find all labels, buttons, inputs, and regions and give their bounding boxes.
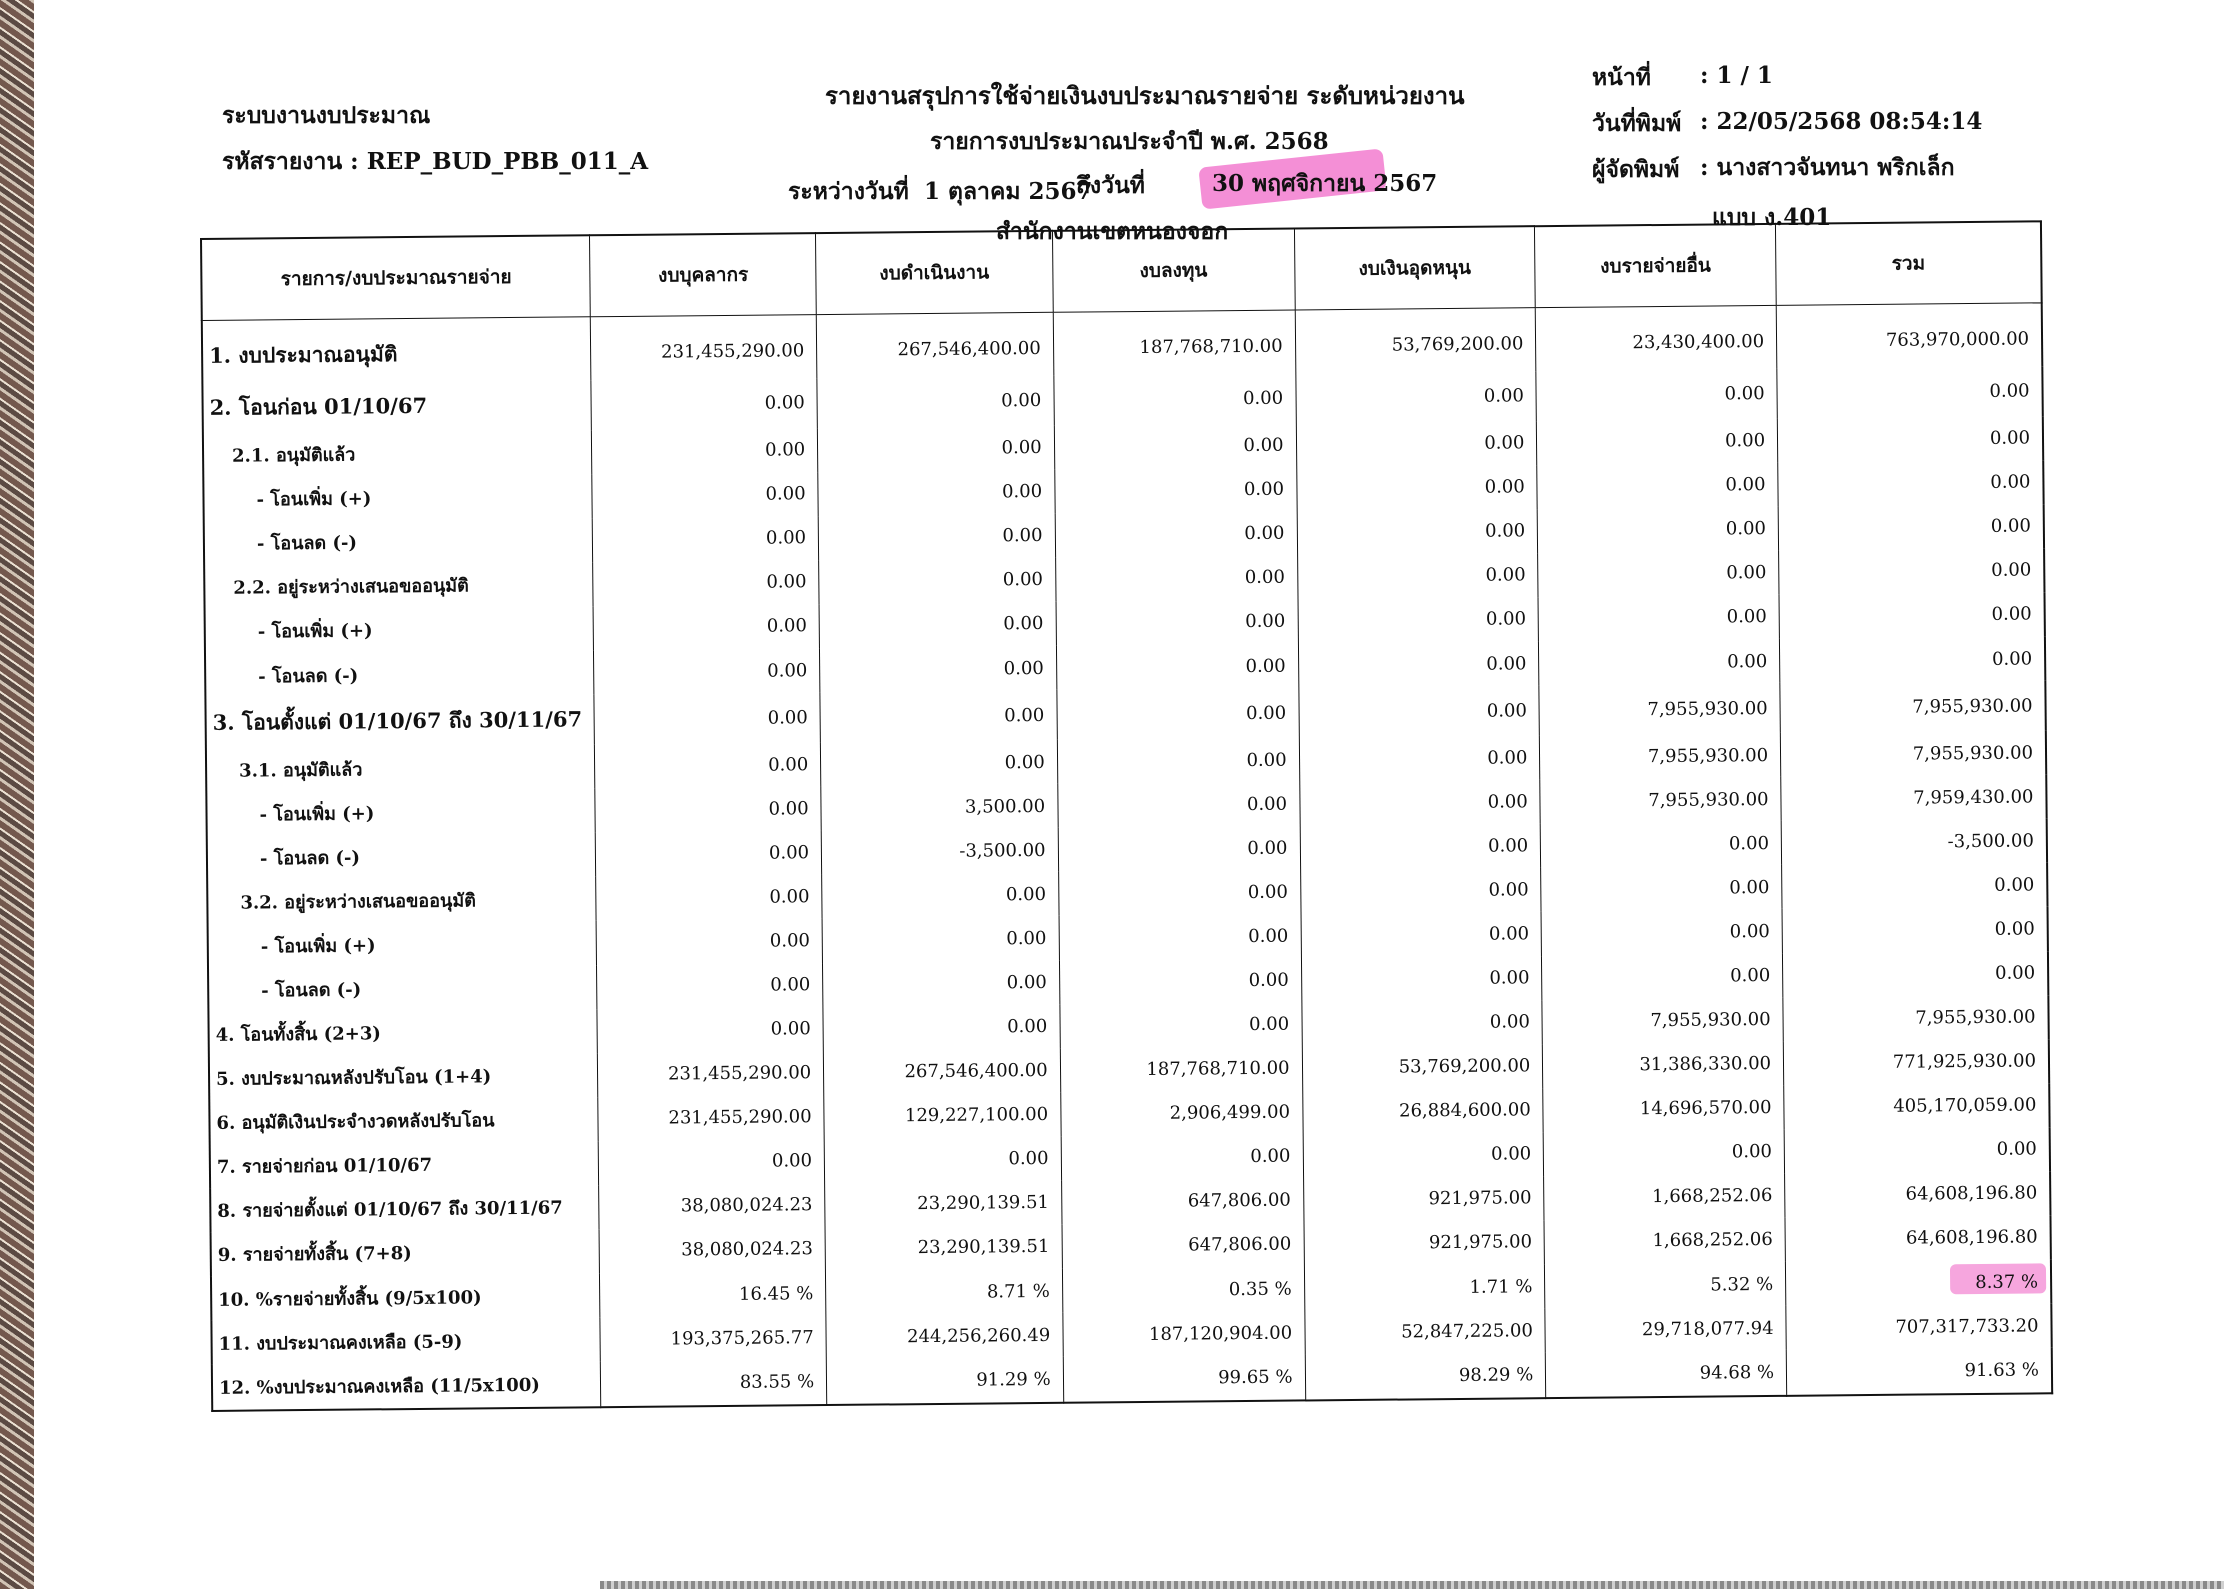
cell-value: 64,608,196.80 bbox=[1785, 1215, 2051, 1262]
cell-value: 91.63 % bbox=[1786, 1347, 2052, 1395]
cell-value: 921,975.00 bbox=[1303, 1176, 1544, 1222]
cell-value: 0.00 bbox=[1541, 909, 1782, 955]
cell-value: 187,768,710.00 bbox=[1053, 310, 1296, 375]
system-name: ระบบงานงบประมาณ bbox=[222, 102, 431, 129]
cell-value: 0.00 bbox=[1301, 956, 1542, 1002]
cell-value: 8.71 % bbox=[826, 1269, 1063, 1315]
cell-value: 0.00 bbox=[1538, 551, 1779, 597]
report-title: รายงานสรุปการใช้จ่ายเงินงบประมาณรายจ่าย ระดับหน่วยงาน bbox=[825, 81, 1465, 110]
cell-value bbox=[1785, 1259, 2051, 1306]
budget-summary-table bbox=[200, 220, 2053, 1412]
cell-value: 7,955,930.00 bbox=[1780, 731, 2046, 778]
row-label: 12. %งบประมาณคงเหลือ (11/5x100) bbox=[212, 1361, 601, 1411]
cell-value: 23,430,400.00 bbox=[1536, 305, 1777, 370]
cell-value: 0.00 bbox=[595, 742, 821, 788]
cell-value: 0.00 bbox=[1538, 595, 1779, 641]
row-label: 2.2. อยู่ระหว่างเสนอขออนุมัติ bbox=[204, 562, 593, 610]
cell-value: 0.00 bbox=[820, 690, 1057, 742]
budget-summary-table-wrapper bbox=[200, 220, 2053, 1412]
row-label: 3. โอนตั้งแต่ 01/10/67 ถึง 30/11/67 bbox=[205, 694, 594, 748]
cell-value: 0.35 % bbox=[1062, 1266, 1304, 1312]
cell-value: 231,455,290.00 bbox=[598, 1095, 824, 1141]
row-label: 6. อนุมัติเงินประจำงวดหลังปรับโอน bbox=[209, 1097, 598, 1145]
cell-value: 0.00 bbox=[1537, 507, 1778, 553]
row-label: 7. รายจ่ายก่อน 01/10/67 bbox=[210, 1141, 599, 1189]
cell-value: 0.00 bbox=[1779, 636, 2045, 683]
highlighted-value: 8.37 % bbox=[1975, 1270, 2039, 1293]
row-label: - โอนเพิ่ม (+) bbox=[206, 789, 595, 837]
cell-value: 0.00 bbox=[1540, 821, 1781, 867]
cell-value: 0.00 bbox=[1296, 465, 1537, 511]
cell-value: 0.00 bbox=[597, 1007, 823, 1053]
cell-value: 187,768,710.00 bbox=[1060, 1046, 1302, 1092]
cell-value: 0.00 bbox=[592, 472, 818, 518]
period-from: 1 ตุลาคม 2567 bbox=[924, 178, 1093, 205]
printed-by-value: : นางสาวจันทนา พริกเล็ก bbox=[1700, 154, 1955, 181]
row-label: 5. งบประมาณหลังปรับโอน (1+4) bbox=[209, 1053, 598, 1101]
cell-value: 0.00 bbox=[1299, 735, 1540, 781]
cell-value: 0.00 bbox=[594, 604, 820, 650]
cell-value: 0.00 bbox=[1541, 865, 1782, 911]
row-label: - โอนลด (-) bbox=[204, 518, 593, 566]
column-header-operating: งบดำเนินงาน bbox=[816, 231, 1053, 315]
cell-value: 1,668,252.06 bbox=[1544, 1174, 1785, 1220]
column-header-subsidy: งบเงินอุดหนุน bbox=[1294, 226, 1536, 310]
cell-value: 5.32 % bbox=[1545, 1262, 1786, 1308]
report-code: REP_BUD_PBB_011_A bbox=[366, 148, 649, 175]
cell-value: 0.00 bbox=[593, 516, 819, 562]
cell-value: 1.71 % bbox=[1304, 1264, 1545, 1310]
cell-value: 7,959,430.00 bbox=[1781, 775, 2047, 822]
cell-value: 647,806.00 bbox=[1061, 1178, 1303, 1224]
cell-value: 0.00 bbox=[817, 375, 1054, 427]
cell-value: 0.00 bbox=[1543, 1130, 1784, 1176]
cell-value: 52,847,225.00 bbox=[1304, 1308, 1545, 1354]
row-label: - โอนลด (-) bbox=[207, 833, 596, 881]
cell-value: 0.00 bbox=[818, 470, 1055, 516]
cell-value: 0.00 bbox=[824, 1137, 1061, 1183]
cell-value: 0.00 bbox=[1298, 641, 1539, 687]
cell-value: 0.00 bbox=[594, 648, 820, 694]
row-label: 1. งบประมาณอนุมัติ bbox=[202, 317, 592, 384]
cell-value: 94.68 % bbox=[1546, 1350, 1787, 1398]
cell-value: 0.00 bbox=[823, 1004, 1060, 1050]
cell-value: 0.00 bbox=[1300, 824, 1541, 870]
cell-value: 707,317,733.20 bbox=[1786, 1303, 2052, 1350]
cell-value: 14,696,570.00 bbox=[1543, 1086, 1784, 1132]
cell-value: 0.00 bbox=[1059, 914, 1301, 960]
cell-value: 98.29 % bbox=[1305, 1352, 1546, 1400]
report-code-row bbox=[222, 144, 648, 180]
row-label: - โอนเพิ่ม (+) bbox=[205, 606, 594, 654]
row-label: 2. โอนก่อน 01/10/67 bbox=[202, 380, 591, 434]
cell-value: 0.00 bbox=[1539, 639, 1780, 685]
cell-value: 7,955,930.00 bbox=[1780, 680, 2046, 733]
cell-value: 64,608,196.80 bbox=[1785, 1171, 2051, 1218]
row-label: 3.1. อนุมัติแล้ว bbox=[206, 744, 595, 792]
cell-value: 0.00 bbox=[1778, 460, 2044, 507]
cell-value: 129,227,100.00 bbox=[824, 1092, 1061, 1138]
cell-value: 29,718,077.94 bbox=[1545, 1306, 1786, 1352]
report-subtitle: รายการงบประมาณประจำปี พ.ศ. 2568 bbox=[930, 128, 1329, 155]
cell-value: 0.00 bbox=[1782, 863, 2048, 910]
cell-value: 0.00 bbox=[821, 740, 1058, 786]
cell-value: 193,375,265.77 bbox=[600, 1315, 826, 1361]
cell-value: 0.00 bbox=[1054, 423, 1296, 469]
cell-value: 83.55 % bbox=[601, 1359, 827, 1407]
cell-value: 0.00 bbox=[823, 960, 1060, 1006]
page-label: หน้าที่ bbox=[1592, 64, 1651, 91]
cell-value: 921,975.00 bbox=[1304, 1220, 1545, 1266]
cell-value: 0.00 bbox=[1537, 419, 1778, 465]
cell-value: 0.00 bbox=[1053, 373, 1295, 425]
cell-value: 0.00 bbox=[1058, 826, 1300, 872]
cell-value: 0.00 bbox=[1297, 509, 1538, 555]
cell-value: 231,455,290.00 bbox=[591, 315, 817, 380]
form-code: แบบ ง.401 bbox=[1712, 204, 1832, 231]
cell-value: 31,386,330.00 bbox=[1543, 1041, 1784, 1087]
cell-value: 0.00 bbox=[817, 426, 1054, 472]
cell-value: 0.00 bbox=[1056, 643, 1298, 689]
cell-value: 53,769,200.00 bbox=[1295, 308, 1536, 373]
cell-value: 0.00 bbox=[597, 963, 823, 1009]
cell-value: 38,080,024.23 bbox=[599, 1183, 825, 1229]
row-label: 11. งบประมาณคงเหลือ (5-9) bbox=[211, 1317, 600, 1365]
cell-value: 0.00 bbox=[1059, 958, 1301, 1004]
cell-value: 7,955,930.00 bbox=[1540, 777, 1781, 823]
print-date-value: : 22/05/2568 08:54:14 bbox=[1700, 108, 1983, 135]
cell-value: 0.00 bbox=[1301, 1000, 1542, 1046]
cell-value: 23,290,139.51 bbox=[825, 1181, 1062, 1227]
cell-value: 0.00 bbox=[596, 874, 822, 920]
row-label: 10. %รายจ่ายทั้งสิ้น (9/5x100) bbox=[211, 1273, 600, 1321]
cell-value: 0.00 bbox=[822, 872, 1059, 918]
cell-value: 0.00 bbox=[595, 786, 821, 832]
row-label: 3.2. อยู่ระหว่างเสนอขออนุมัติ bbox=[207, 877, 596, 925]
cell-value: 0.00 bbox=[1542, 953, 1783, 999]
cell-value: 0.00 bbox=[1779, 592, 2045, 639]
cell-value: 0.00 bbox=[822, 916, 1059, 962]
cell-value: 647,806.00 bbox=[1062, 1222, 1304, 1268]
column-header-item: รายการ/งบประมาณรายจ่าย bbox=[201, 235, 591, 320]
printed-by-label: ผู้จัดพิมพ์ bbox=[1592, 156, 1680, 183]
cell-value: 0.00 bbox=[820, 646, 1057, 692]
cell-value: 0.00 bbox=[1536, 368, 1777, 420]
row-label: 2.1. อนุมัติแล้ว bbox=[203, 430, 592, 478]
cell-value: 0.00 bbox=[597, 919, 823, 965]
cell-value: 405,170,059.00 bbox=[1784, 1083, 2050, 1130]
cell-value: 0.00 bbox=[599, 1139, 825, 1185]
cell-value: 244,256,260.49 bbox=[826, 1313, 1063, 1359]
cell-value: 0.00 bbox=[1303, 1132, 1544, 1178]
cell-value: 771,925,930.00 bbox=[1783, 1039, 2049, 1086]
print-date-label: วันที่พิมพ์ bbox=[1592, 110, 1682, 137]
period-to-label: ถึงวันที่ bbox=[1076, 172, 1145, 199]
cell-value: -3,500.00 bbox=[1781, 819, 2047, 866]
cell-value: 2,906,499.00 bbox=[1060, 1090, 1302, 1136]
cell-value: -3,500.00 bbox=[821, 828, 1058, 874]
row-label: 9. รายจ่ายทั้งสิ้น (7+8) bbox=[211, 1229, 600, 1277]
cell-value: 0.00 bbox=[593, 560, 819, 606]
cell-value: 763,970,000.00 bbox=[1776, 303, 2042, 369]
row-label: 8. รายจ่ายตั้งแต่ 01/10/67 ถึง 30/11/67 bbox=[210, 1185, 599, 1233]
cell-value: 231,455,290.00 bbox=[598, 1051, 824, 1097]
row-label: - โอนลด (-) bbox=[205, 650, 594, 698]
cell-value: 0.00 bbox=[819, 602, 1056, 648]
cell-value: 7,955,930.00 bbox=[1540, 733, 1781, 779]
table-body bbox=[202, 303, 2052, 1411]
desk-background-left bbox=[0, 0, 34, 1589]
cell-value: 7,955,930.00 bbox=[1783, 995, 2049, 1042]
cell-value: 267,546,400.00 bbox=[823, 1048, 1060, 1094]
cell-value: 0.00 bbox=[591, 378, 817, 430]
row-label: - โอนเพิ่ม (+) bbox=[208, 921, 597, 969]
cell-value: 7,955,930.00 bbox=[1539, 683, 1780, 735]
row-label: - โอนเพิ่ม (+) bbox=[203, 474, 592, 522]
cell-value: 53,769,200.00 bbox=[1302, 1044, 1543, 1090]
cell-value: 0.00 bbox=[1055, 511, 1297, 557]
period-to: 30 พฤศจิกายน 2567 bbox=[1212, 170, 1438, 197]
report-code-label: รหัสรายงาน : bbox=[222, 148, 359, 175]
row-label: - โอนลด (-) bbox=[208, 965, 597, 1013]
column-header-investment: งบลงทุน bbox=[1052, 228, 1295, 312]
cell-value: 0.00 bbox=[1061, 1134, 1303, 1180]
cell-value: 0.00 bbox=[1297, 553, 1538, 599]
cell-value: 0.00 bbox=[1783, 951, 2049, 998]
cell-value: 0.00 bbox=[1295, 371, 1536, 423]
cell-value: 0.00 bbox=[594, 692, 820, 744]
cell-value: 0.00 bbox=[819, 558, 1056, 604]
cell-value: 0.00 bbox=[1057, 688, 1299, 740]
desk-background-bottom bbox=[600, 1581, 2224, 1589]
cell-value: 7,955,930.00 bbox=[1542, 997, 1783, 1043]
cell-value: 0.00 bbox=[1296, 421, 1537, 467]
cell-value: 16.45 % bbox=[600, 1271, 826, 1317]
cell-value: 0.00 bbox=[1060, 1002, 1302, 1048]
cell-value: 0.00 bbox=[1056, 599, 1298, 645]
column-header-personnel: งบบุคลากร bbox=[590, 233, 816, 317]
cell-value: 0.00 bbox=[1057, 782, 1299, 828]
cell-value: 0.00 bbox=[592, 428, 818, 474]
cell-value: 26,884,600.00 bbox=[1302, 1088, 1543, 1134]
cell-value: 99.65 % bbox=[1063, 1355, 1305, 1403]
cell-value: 0.00 bbox=[1298, 597, 1539, 643]
cell-value: 91.29 % bbox=[826, 1357, 1063, 1405]
cell-value: 0.00 bbox=[818, 514, 1055, 560]
cell-value: 0.00 bbox=[1054, 467, 1296, 513]
cell-value: 0.00 bbox=[1058, 870, 1300, 916]
column-header-other: งบรายจ่ายอื่น bbox=[1535, 224, 1777, 308]
cell-value: 0.00 bbox=[1778, 504, 2044, 551]
page-value: : 1 / 1 bbox=[1700, 62, 1773, 89]
cell-value: 0.00 bbox=[1779, 548, 2045, 595]
period-from-label: ระหว่างวันที่ bbox=[788, 178, 909, 205]
cell-value: 0.00 bbox=[1777, 366, 2043, 419]
cell-value: 0.00 bbox=[1057, 738, 1299, 784]
cell-value: 38,080,024.23 bbox=[600, 1227, 826, 1273]
cell-value: 1,668,252.06 bbox=[1544, 1218, 1785, 1264]
cell-value: 0.00 bbox=[1301, 912, 1542, 958]
cell-value: 0.00 bbox=[1777, 416, 2043, 463]
cell-value: 0.00 bbox=[1055, 555, 1297, 601]
cell-value: 267,546,400.00 bbox=[816, 312, 1053, 377]
cell-value: 3,500.00 bbox=[821, 784, 1058, 830]
cell-value: 0.00 bbox=[1537, 463, 1778, 509]
cell-value: 187,120,904.00 bbox=[1062, 1310, 1304, 1356]
cell-value: 0.00 bbox=[1784, 1127, 2050, 1174]
column-header-total: รวม bbox=[1776, 221, 2042, 305]
office-name: สำนักงานเขตหนองจอก bbox=[996, 218, 1229, 245]
cell-value: 0.00 bbox=[1300, 868, 1541, 914]
cell-value: 0.00 bbox=[596, 830, 822, 876]
cell-value: 0.00 bbox=[1298, 685, 1539, 737]
cell-value: 23,290,139.51 bbox=[825, 1225, 1062, 1271]
row-label: 4. โอนทั้งสิ้น (2+3) bbox=[208, 1009, 597, 1057]
cell-value: 0.00 bbox=[1299, 779, 1540, 825]
cell-value: 0.00 bbox=[1782, 907, 2048, 954]
